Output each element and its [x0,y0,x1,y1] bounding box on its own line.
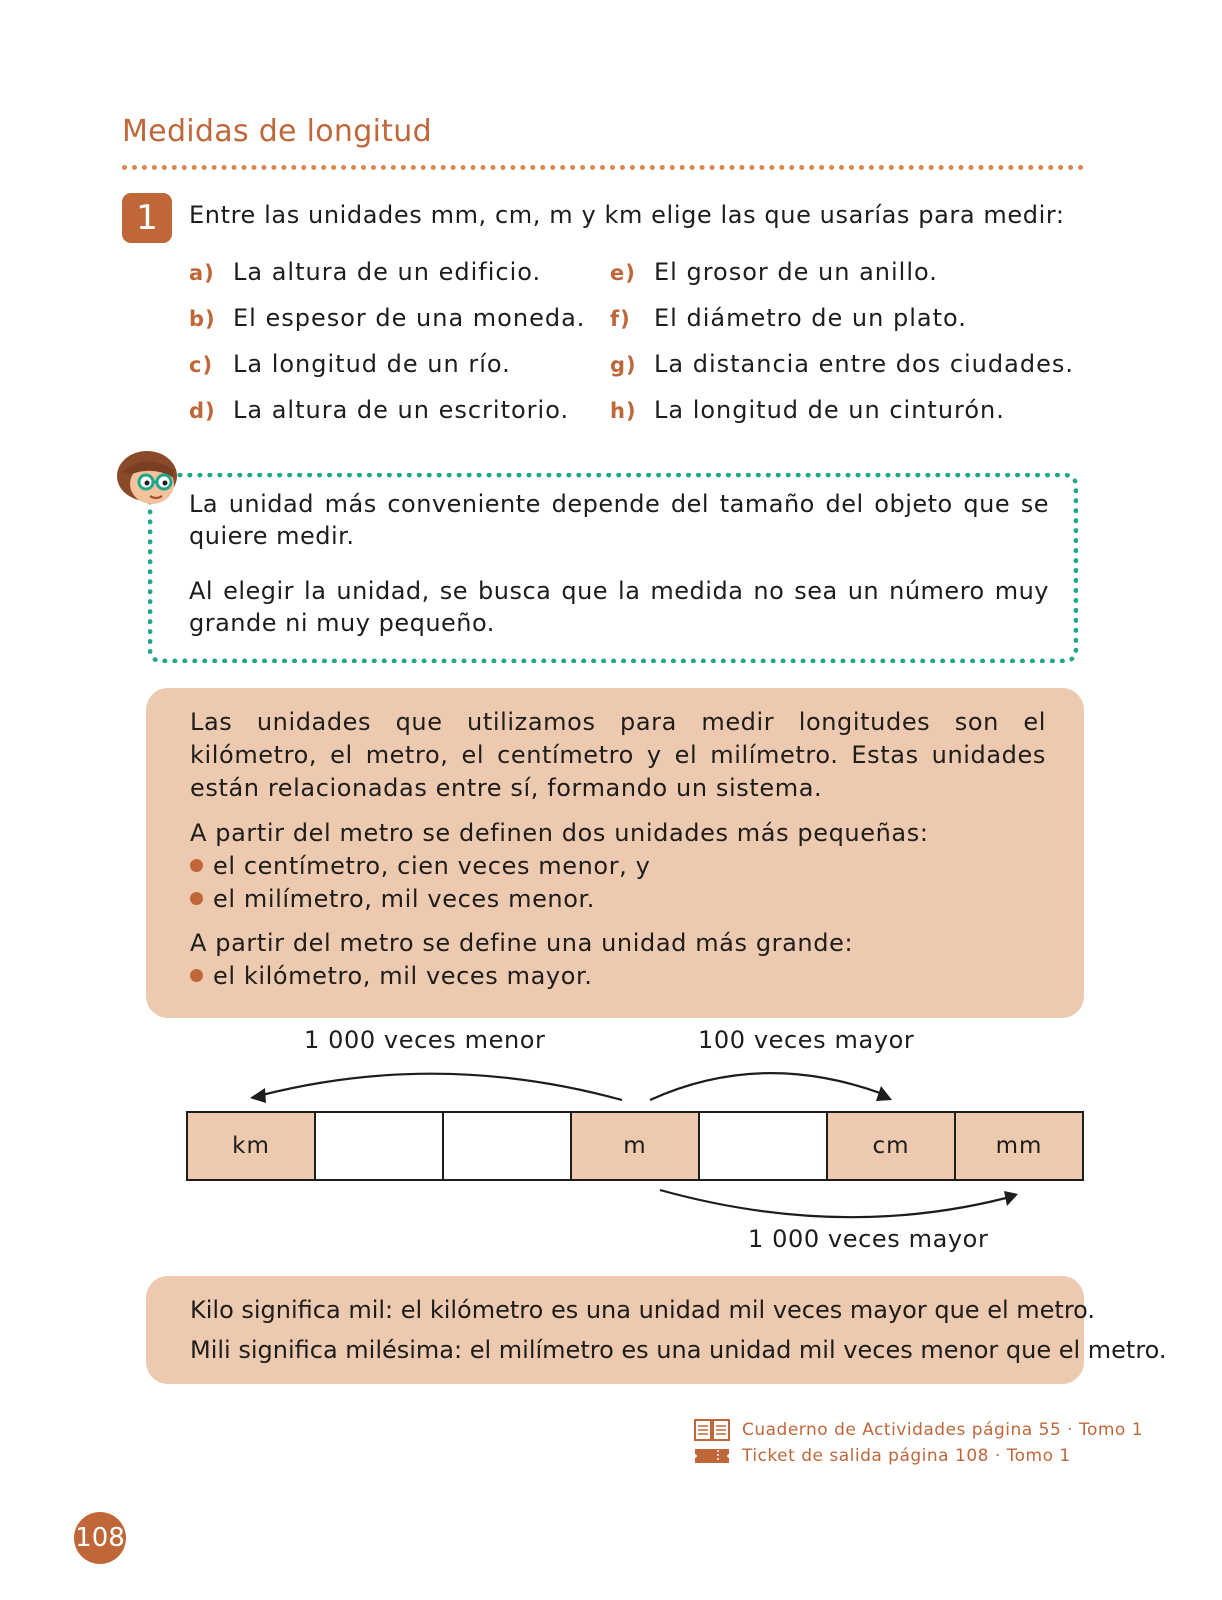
cell-m: m [570,1111,700,1181]
exercise-prompt: Entre las unidades mm, cm, m y km elige las que usarías para medir: [189,201,1065,229]
bullet-text: el centímetro, cien veces menor, y [213,852,651,880]
item-text: El espesor de una moneda. [233,304,586,332]
cell-empty [698,1111,828,1181]
cell-empty [314,1111,444,1181]
kilo-definition: Kilo significa mil: el kilómetro es una unidad mil veces mayor que el metro. [190,1296,1096,1324]
item-letter: h) [610,399,637,423]
exercise-item-f [610,304,967,332]
item-text: La longitud de un río. [233,350,511,378]
label-1000-veces-menor: 1 000 veces menor [304,1026,546,1054]
bullet-dot [190,892,203,905]
book-icon [694,1418,730,1442]
item-text: La altura de un edificio. [233,258,542,286]
theory-paragraph-2: A partir del metro se definen dos unidades más pequeñas: [190,819,929,847]
theory-paragraph-1: Las unidades que utilizamos para medir longitudes son el kilómetro, el metro, el centímetro y el milímetro. Estas unidades están relacionadas entre sí, formando un sistema. [190,708,1046,802]
bullet-text: el milímetro, mil veces menor. [213,885,596,913]
cell-mm: mm [954,1111,1084,1181]
label-100-veces-mayor: 100 veces mayor [698,1026,915,1054]
item-letter: f) [610,307,631,331]
cell-empty [442,1111,572,1181]
item-letter: b) [189,307,216,331]
girl-character-icon [114,450,180,510]
exercise-item-e [610,258,938,286]
unit-table [186,1111,1084,1181]
exercise-number-badge: 1 [122,193,172,243]
item-letter: e) [610,261,636,285]
bullet-dot [190,969,203,982]
arrow-m-to-mm [660,1190,1018,1217]
item-letter: g) [610,353,637,377]
page-number: 108 [74,1512,126,1564]
bullet-centimetro [190,850,650,883]
exercise-item-b [189,304,585,332]
tip-note-box [148,473,1078,663]
item-letter: a) [189,261,215,285]
exercise-item-a [189,258,541,286]
tip-paragraph-2: Al elegir la unidad, se busca que la medida no sea un número muy grande ni muy pequeño. [189,577,1049,637]
ticket-reference: Ticket de salida página 108 · Tomo 1 [742,1446,1071,1466]
cell-km: km [186,1111,316,1181]
exercise-item-d [189,396,569,424]
bullet-text: el kilómetro, mil veces mayor. [213,962,593,990]
bullet-milimetro [190,883,595,916]
label-1000-veces-mayor: 1 000 veces mayor [748,1225,989,1253]
prefix-box [146,1276,1167,1384]
ticket-icon [694,1444,730,1468]
theory-paragraph-3: A partir del metro se define una unidad más grande: [190,929,854,957]
arrow-m-to-cm [650,1073,892,1101]
exercise-item-g [610,350,1074,378]
section-title: Medidas de longitud [122,114,432,149]
bullet-kilometro [190,960,593,993]
item-text: La longitud de un cinturón. [654,396,1005,424]
theory-box [146,688,1084,1018]
bullet-dot [190,859,203,872]
item-text: El grosor de un anillo. [654,258,938,286]
exercise-item-h [610,396,1005,424]
item-text: La altura de un escritorio. [233,396,570,424]
workbook-reference: Cuaderno de Actividades página 55 · Tomo 1 [742,1420,1144,1440]
item-text: La distancia entre dos ciudades. [654,350,1074,378]
mili-definition: Mili significa milésima: el milímetro es una unidad mil veces menor que el metro. [190,1336,1167,1364]
item-text: El diámetro de un plato. [654,304,967,332]
item-letter: c) [189,353,214,377]
exercise-item-c [189,350,511,378]
item-letter: d) [189,399,216,423]
cell-cm: cm [826,1111,956,1181]
arrow-m-to-km [250,1074,622,1103]
tip-paragraph-1: La unidad más conveniente depende del tamaño del objeto que se quiere medir. [189,490,1049,550]
title-divider [122,165,1084,170]
